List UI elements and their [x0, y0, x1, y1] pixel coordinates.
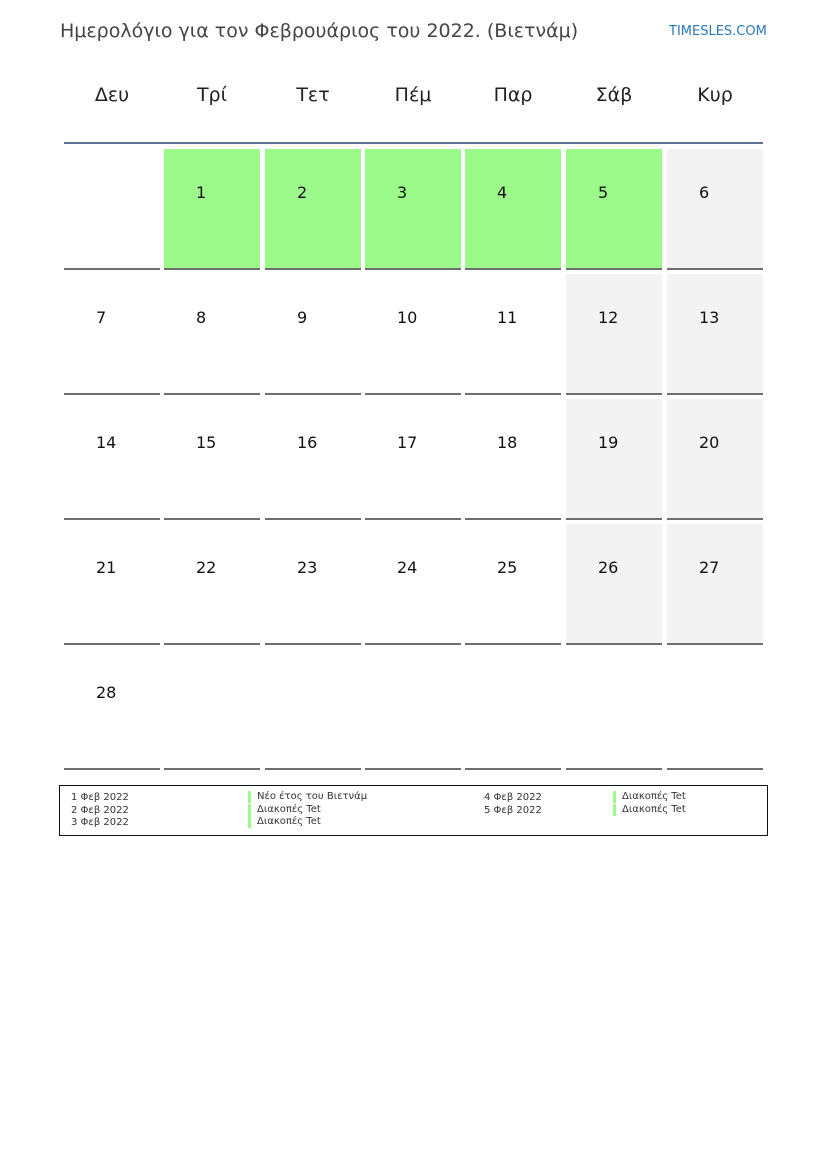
empty-cell: [566, 649, 662, 770]
page-title: Ημερολόγιο για τον Φεβρουάριος του 2022. (Βιετνάμ): [60, 20, 579, 42]
day-cell-10: [365, 274, 461, 395]
day-cell-22: [164, 524, 260, 645]
day-number: 20: [699, 433, 720, 452]
day-number: 21: [96, 558, 117, 577]
day-number: 6: [699, 183, 710, 202]
day-cell-9: [265, 274, 361, 395]
day-number: 16: [297, 433, 318, 452]
day-cell-6: [667, 149, 763, 270]
weekday-2: Τετ: [296, 84, 330, 106]
day-cell-19: [566, 399, 662, 520]
legend-holiday-name: Νέο έτος του Βιετνάμ: [248, 791, 367, 803]
empty-cell: [164, 649, 260, 770]
day-number: 24: [397, 558, 418, 577]
day-cell-18: [465, 399, 561, 520]
day-cell-21: [64, 524, 160, 645]
empty-cell: [365, 649, 461, 770]
day-cell-14: [64, 399, 160, 520]
legend-date: 1 Φεβ 2022: [71, 792, 129, 803]
day-cell-20: [667, 399, 763, 520]
weekday-1: Τρί: [196, 84, 228, 106]
day-cell-13: [667, 274, 763, 395]
day-number: 23: [297, 558, 318, 577]
legend-holiday-name: Διακοπές Tet: [248, 816, 321, 828]
day-cell-27: [667, 524, 763, 645]
day-number: 12: [598, 308, 619, 327]
day-number: 7: [96, 308, 107, 327]
empty-cell: [667, 649, 763, 770]
day-cell-26: [566, 524, 662, 645]
day-number: 5: [598, 183, 609, 202]
day-number: 3: [397, 183, 408, 202]
day-cell-17: [365, 399, 461, 520]
day-cell-2: [265, 149, 361, 270]
day-number: 2: [297, 183, 308, 202]
legend-holiday-name: Διακοπές Tet: [613, 804, 686, 816]
day-number: 10: [397, 308, 418, 327]
weekday-0: Δευ: [94, 84, 130, 106]
day-number: 28: [96, 683, 117, 702]
weekday-5: Σάβ: [595, 84, 633, 106]
day-cell-8: [164, 274, 260, 395]
day-number: 19: [598, 433, 619, 452]
day-number: 14: [96, 433, 117, 452]
day-number: 8: [196, 308, 207, 327]
weekday-3: Πέμ: [394, 84, 432, 106]
day-number: 27: [699, 558, 720, 577]
day-cell-16: [265, 399, 361, 520]
weekday-header: [64, 84, 764, 124]
holiday-legend: [59, 785, 768, 836]
legend-holiday-name: Διακοπές Tet: [613, 791, 686, 803]
day-number: 15: [196, 433, 217, 452]
day-cell-12: [566, 274, 662, 395]
day-number: 9: [297, 308, 308, 327]
weekday-6: Κυρ: [697, 84, 733, 106]
day-cell-3: [365, 149, 461, 270]
day-number: 11: [497, 308, 518, 327]
legend-date: 4 Φεβ 2022: [484, 792, 542, 803]
empty-cell: [265, 649, 361, 770]
day-number: 25: [497, 558, 518, 577]
day-cell-15: [164, 399, 260, 520]
day-number: 26: [598, 558, 619, 577]
header-rule: [64, 142, 763, 144]
empty-cell: [64, 149, 160, 270]
legend-date: 2 Φεβ 2022: [71, 805, 129, 816]
day-number: 13: [699, 308, 720, 327]
day-cell-1: [164, 149, 260, 270]
day-cell-11: [465, 274, 561, 395]
day-cell-4: [465, 149, 561, 270]
day-cell-23: [265, 524, 361, 645]
site-link[interactable]: TIMESLES.COM: [669, 24, 767, 39]
legend-date: 3 Φεβ 2022: [71, 817, 129, 828]
weekday-4: Παρ: [493, 84, 533, 106]
day-number: 1: [196, 183, 207, 202]
day-number: 4: [497, 183, 508, 202]
empty-cell: [465, 649, 561, 770]
day-cell-5: [566, 149, 662, 270]
day-cell-24: [365, 524, 461, 645]
day-number: 17: [397, 433, 418, 452]
day-cell-7: [64, 274, 160, 395]
day-cell-25: [465, 524, 561, 645]
day-cell-28: [64, 649, 160, 770]
legend-holiday-name: Διακοπές Tet: [248, 804, 321, 816]
day-number: 22: [196, 558, 217, 577]
day-number: 18: [497, 433, 518, 452]
legend-date: 5 Φεβ 2022: [484, 805, 542, 816]
